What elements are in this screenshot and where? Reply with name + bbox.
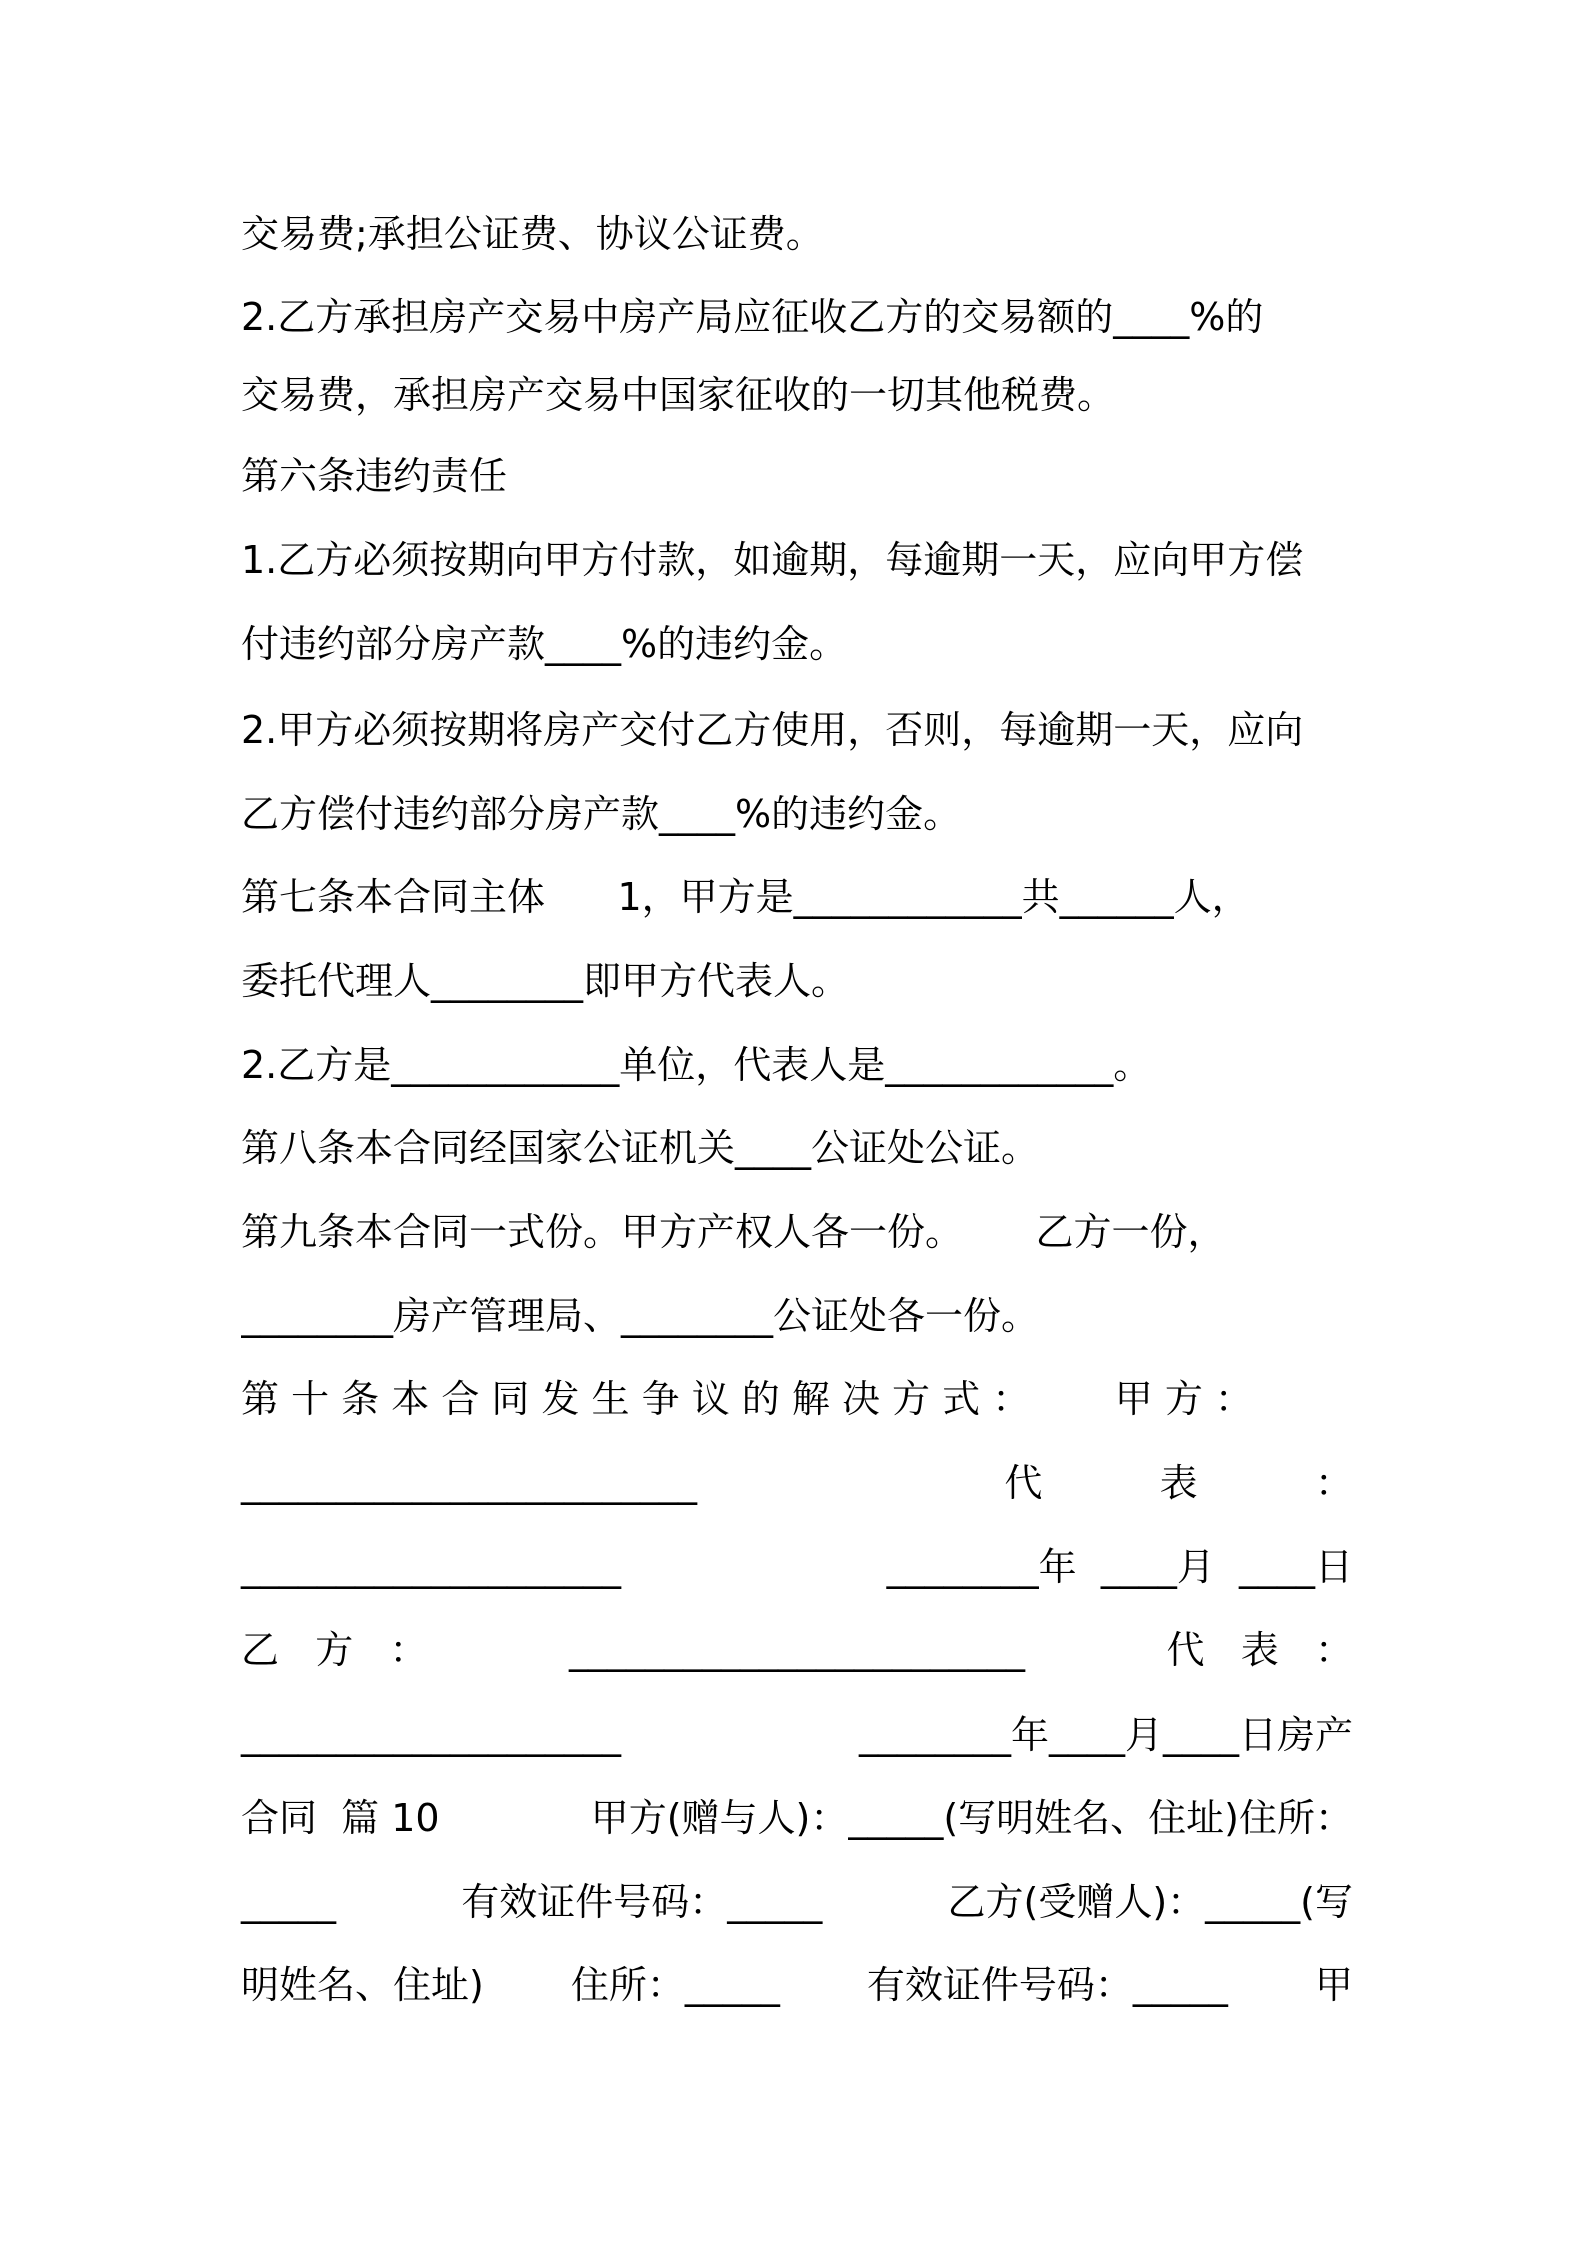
text-line: 第 十 条 本 合 同 发 生 争 议 的 解 决 方 式 ： 甲 方 ： [241,1377,1253,1421]
blank-line: ____________________ [241,1545,621,1589]
contract-heading: 合同 篇 10 [241,1796,440,1840]
text-line: 2.乙方承担房产交易中房产局应征收乙方的交易额的____%的 [241,295,1264,339]
text-line: 第八条本合同经国家公证机关____公证处公证。 [241,1126,1040,1170]
blank-line: _____ [241,1880,336,1924]
text-line: 第九条本合同一式份。甲方产权人各一份。 乙方一份， [241,1210,1226,1254]
party-b-label: 乙 方 ： [241,1628,428,1672]
text-line: 付违约部分房产款____%的违约金。 [241,622,848,666]
date-line: ________年 ____月 ____日 [886,1545,1353,1589]
label-char: ： [1314,1461,1353,1505]
section-heading: 第六条违约责任 [241,454,508,498]
text-line: 交易费，承担房产交易中国家征收的一切其他税费。 [241,373,1116,417]
residence-field: 住所：_____ [570,1963,780,2007]
blank-line: ________________________ [241,1461,697,1505]
signature-row [241,1544,1353,1590]
text-row [241,1879,1353,1925]
text-line: 2.甲方必须按期将房产交付乙方使用，否则，每逾期一天，应向 [241,708,1304,752]
text-line: 委托代理人________即甲方代表人。 [241,959,850,1003]
text-line: 1.乙方必须按期向甲方付款，如逾期，每逾期一天，应向甲方偿 [241,538,1304,582]
text-line: 第七条本合同主体 1，甲方是____________共______人， [241,875,1250,919]
blank-line: ________________________ [569,1628,1025,1672]
text-row [241,1962,1353,2008]
name-address-note: 明姓名、住址) [241,1963,484,2007]
text-line: ________房产管理局、________公证处各一份。 [241,1294,1040,1338]
text-fragment: 甲 [1314,1963,1353,2007]
party-a-info: 甲方(赠与人)：_____(写明姓名、住址)住所： [590,1796,1353,1840]
text-row [241,1795,1353,1841]
label-char: 代 [1004,1461,1043,1505]
party-b-info: 乙方(受赠人)：_____(写 [947,1880,1353,1924]
id-number-field: 有效证件号码：_____ [461,1880,823,1924]
signature-row [241,1627,1353,1673]
id-number-field: 有效证件号码：_____ [866,1963,1228,2007]
signature-row [241,1460,1353,1506]
representative-label: 代 表 ： [1166,1628,1353,1672]
text-line: 乙方偿付违约部分房产款____%的违约金。 [241,792,962,836]
signature-row [241,1712,1353,1758]
text-line: 交易费;承担公证费、协议公证费。 [241,212,824,256]
date-line: ________年____月____日房产 [858,1713,1353,1757]
label-char: 表 [1159,1461,1198,1505]
text-line: 2.乙方是____________单位，代表人是____________。 [241,1043,1152,1087]
blank-line: ____________________ [241,1713,621,1757]
